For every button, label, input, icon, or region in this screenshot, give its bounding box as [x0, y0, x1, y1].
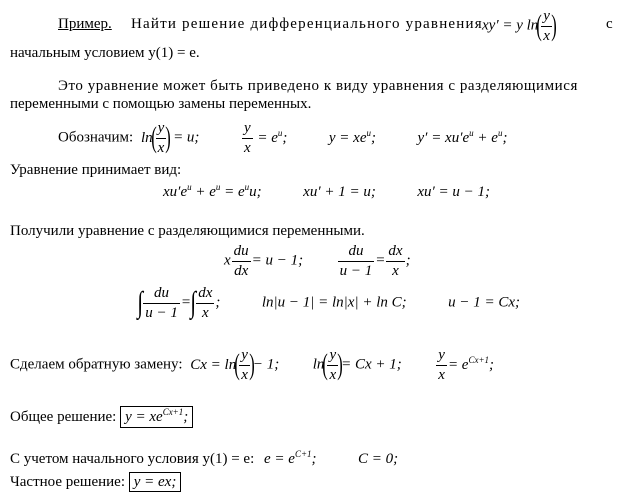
eq-sign: =: [375, 252, 386, 269]
frac-num: dx: [196, 285, 214, 304]
eq-eu: = e: [257, 129, 278, 146]
frac-den: x: [243, 139, 251, 156]
separable-eq-line: [224, 243, 411, 279]
semicolon: ;: [502, 129, 508, 146]
particular-label: Частное решение:: [10, 474, 125, 490]
general-solution-box: [120, 406, 193, 428]
sup-c1: C+1: [294, 449, 312, 459]
sup-cx1: Cx+1: [468, 354, 490, 365]
main-equation: [482, 8, 555, 44]
integration-line: [138, 285, 520, 321]
frac-num: y: [242, 120, 253, 139]
frac-den: x: [438, 366, 445, 383]
frac-num: dx: [386, 243, 404, 262]
frac-den: x: [392, 262, 399, 279]
plus-e: + e: [473, 129, 498, 146]
equation-form-label: Уравнение принимает вид:: [10, 162, 182, 178]
sup-u: u: [497, 127, 503, 138]
sup-u: u: [187, 182, 192, 192]
sup-u: u: [244, 182, 250, 192]
eq-part1c: = e: [220, 184, 245, 200]
inverse-label: Сделаем обратную замену:: [10, 356, 183, 373]
semicolon: ;: [371, 129, 376, 146]
right-paren: ): [551, 9, 557, 42]
frac-num: du: [232, 243, 251, 262]
frac-num: du: [338, 243, 375, 262]
intro-line-1: Это уравнение может быть приведено к виду уравнения с разделяющимися: [58, 78, 578, 94]
dx-x-fraction: [386, 243, 404, 279]
du-u1-fraction: [338, 243, 375, 279]
sup-u: u: [469, 127, 474, 138]
minus-one: − 1;: [252, 356, 280, 373]
example-heading: [58, 17, 112, 32]
equation-form-line: [163, 182, 491, 200]
c-equals-zero: C = 0;: [358, 451, 399, 467]
separable-label: Получили уравнение с разделяющимися переменными.: [10, 223, 365, 239]
eq-part3: xu′ = u − 1;: [417, 184, 491, 200]
initial-label: С учетом начального условия y(1) = e:: [10, 451, 255, 467]
eq-part2: xu′ + 1 = u;: [303, 184, 376, 200]
left-paren: (: [234, 348, 240, 381]
final-separable: u − 1 = Cx;: [448, 294, 521, 311]
sup-u: u: [277, 127, 283, 138]
eq-u: = u;: [173, 129, 200, 146]
yx-fraction: [242, 120, 253, 156]
semicolon: ;: [405, 252, 411, 269]
dudx-fraction: [232, 243, 251, 279]
frac-den: u − 1: [145, 304, 178, 321]
right-paren: ): [165, 121, 172, 154]
frac-num: y: [436, 347, 447, 366]
eq-part1d: u;: [249, 184, 262, 200]
particular-solution-box: y = ex;: [129, 472, 182, 492]
ln-sym: ln: [312, 356, 325, 373]
initial-condition-line: начальным условием y(1) = e.: [10, 45, 200, 61]
general-formula: y = xe: [125, 409, 163, 425]
cx-eq: Cx = ln: [190, 356, 237, 373]
frac-num: y: [541, 8, 552, 27]
semicolon: ;: [489, 356, 495, 373]
task-text: Найти решение дифференциального уравнения: [131, 16, 483, 32]
main-eq-lhs: xy′ = y ln: [482, 17, 539, 34]
frac-den: dx: [234, 262, 249, 279]
with-word: с: [606, 16, 613, 32]
general-label: Общее решение:: [10, 409, 117, 425]
initial-eq: e = e: [264, 451, 295, 467]
example-title: Пример.: [58, 16, 112, 32]
sup-cx1: Cx+1: [162, 407, 184, 417]
eq-part1: xu′e: [163, 184, 188, 200]
x-sym: x: [224, 252, 231, 269]
frac-den: x: [157, 139, 165, 156]
frac-num: du: [143, 285, 180, 304]
intro-line-2: переменными с помощью замены переменных.: [10, 96, 312, 112]
frac-den: x: [329, 366, 337, 383]
left-paren: (: [536, 9, 543, 42]
eq-rhs: = u − 1;: [251, 252, 304, 269]
eq-cx1: = Cx + 1;: [341, 356, 402, 373]
frac-den: x: [543, 27, 550, 44]
substitution-label: Обозначим:: [58, 129, 134, 146]
sup-u: u: [215, 182, 221, 192]
frac-num: y: [239, 347, 250, 366]
sup-u: u: [366, 127, 371, 138]
ln-equation: ln|u − 1| = ln|x| + ln C;: [261, 294, 407, 311]
int-fraction-2: [196, 285, 214, 321]
ln-sym: ln: [140, 129, 153, 146]
general-solution-line: [10, 406, 193, 428]
semicolon: ;: [311, 451, 317, 467]
eq-e: = e: [447, 356, 469, 373]
right-paren: ): [249, 348, 255, 381]
inv-fraction-3: [436, 347, 447, 383]
particular-solution-line: [10, 472, 181, 492]
frac-num: y: [156, 120, 167, 139]
eq-part1b: + e: [191, 184, 216, 200]
inverse-line: [10, 347, 494, 383]
right-paren: ): [337, 348, 343, 381]
frac-num: y: [327, 347, 338, 366]
integral-sign: ∫: [137, 286, 143, 319]
y-eq: y = xe: [328, 129, 367, 146]
eq-sign: =: [180, 294, 191, 311]
initial-condition-apply: [10, 449, 399, 467]
frac-den: x: [241, 366, 248, 383]
int-fraction-1: [143, 285, 180, 321]
integral-sign: ∫: [190, 286, 196, 319]
left-paren: (: [150, 121, 157, 154]
frac-den: u − 1: [339, 262, 373, 279]
y-prime: y′ = xu′e: [417, 129, 470, 146]
semicolon: ;: [215, 294, 221, 311]
left-paren: (: [322, 348, 329, 381]
frac-den: x: [201, 304, 209, 321]
semicolon: ;: [183, 409, 189, 425]
semicolon: ;: [282, 129, 288, 146]
substitution-line: [58, 120, 507, 156]
